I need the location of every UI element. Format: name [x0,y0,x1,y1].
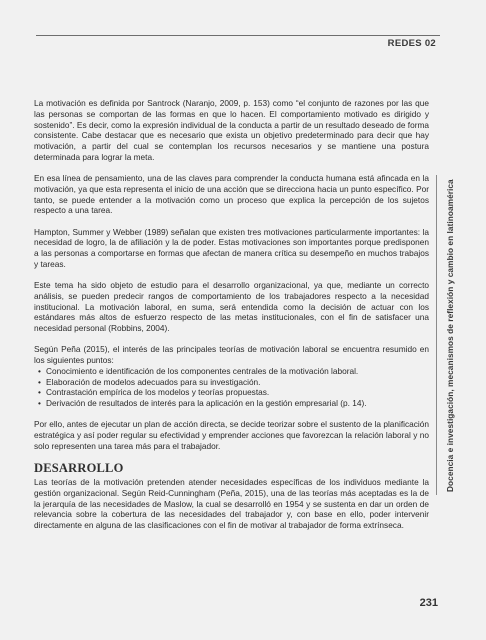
paragraph-2: En esa línea de pensamiento, una de las claves para comprender la conducta humana está afincada en la motivación, ya que esta representa el inicio de una acción que se direcciona hacia un punto específico. Por tanto, se puede entender a la motivación como un proceso que explica la percepción de los sujetos respecto a una tarea. [34,173,429,216]
paragraph-5: Según Peña (2015), el interés de las principales teorías de motivación laboral se encuentra resumido en los siguientes puntos: [34,344,429,365]
bullet-list [34,366,429,409]
paragraph-closing: Por ello, antes de ejecutar un plan de acción directa, se decide teorizar sobre el sustento de la planificación estratégica y así poder regular su efectividad y emprender acciones que favorezcan la relación laboral y no solo representen una tarea más para el trabajador. [34,419,429,451]
running-head: REDES 02 [387,38,436,49]
list-item: • Contrastación empírica de los modelos y teorías propuestas. [34,387,429,398]
paragraph-3: Hampton, Summer y Webber (1989) señalan que existen tres motivaciones particularmente importantes: la necesidad de logro, la de afiliación y la de poder. Estas motivaciones son importantes porque predisponen a las personas a comportarse en formas que afectan de manera crítica su desempeño en muchos trabajos y tareas. [34,226,429,269]
section-paragraph: Las teorías de la motivación pretenden atender necesidades específicas de los individuos mediante la gestión organizacional. Según Reid-Cunningham (Peña, 2015), una de las teorías más aceptadas es la de la jerarquía de las necesidades de Maslow, la cual se desarrolló en 1954 y se sustenta en dar un orden de relevancia sobre la cobertura de las necesidades del trabajador y, con base en ello, poder intervenir directamente en alguna de las clasificaciones con el fin de motivar al trabajador de forma extrínseca. [34,477,429,530]
list-item: • Derivación de resultados de interés para la aplicación en la gestión empresarial (p. 14). [34,398,429,409]
paragraph-4: Este tema ha sido objeto de estudio para el desarrollo organizacional, ya que, mediante un correcto análisis, se pueden predecir rangos de comportamiento de los trabajadores respecto a la necesidad institucional. La motivación laboral, en suma, será entendida como la decisión de actuar con los estándares más altos de esfuerzo respecto de las metas institucionales, con el fin de satisfacer una necesidad personal (Robbins, 2004). [34,280,429,333]
side-label: Docencia e investigación, mecanismos de reflexión y cambio en latinoamérica [445,179,455,492]
body-text [34,98,429,541]
list-item: • Conocimiento e identificación de los componentes centrales de la motivación laboral. [34,366,429,377]
header-rule [36,35,440,36]
page-number: 231 [419,597,438,609]
paragraph-1: La motivación es definida por Santrock (Naranjo, 2009, p. 153) como “el conjunto de razones por las que las personas se comportan de las formas en que lo hacen. El comportamiento motivado es dirigido y sostenido”. Es decir, como la expresión individual de la conducta a partir de un resultado deseado de forma consistente. Cabe destacar que es necesario que exista un objetivo predeterminado para decir que hay motivación, a partir del cual se contemplan los recursos necesarios y se mantiene una postura determinada para lograr la meta. [34,98,429,162]
section-heading: DESARROLLO [34,461,124,475]
list-item: • Elaboración de modelos adecuados para su investigación. [34,377,429,388]
